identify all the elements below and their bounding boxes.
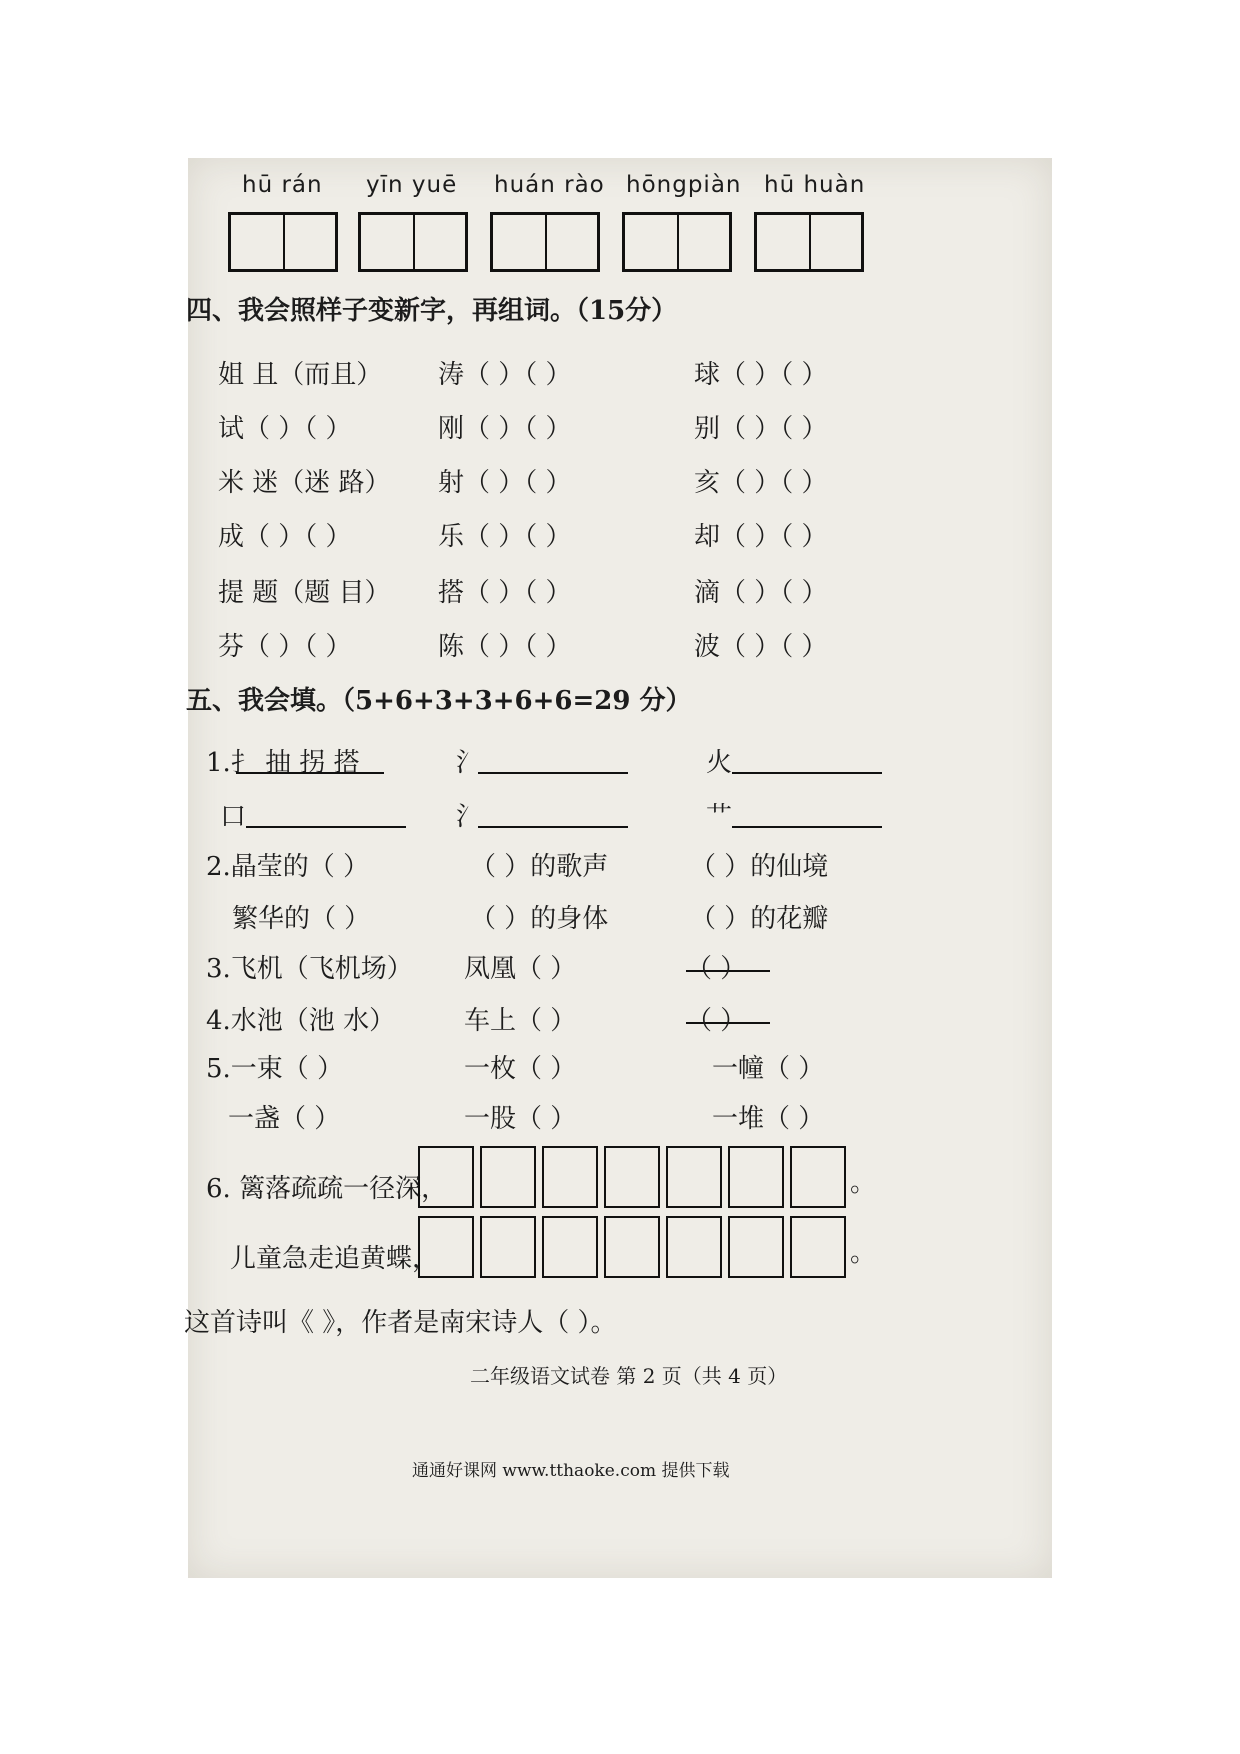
q5-row1-col2: 一枚（ ） bbox=[464, 1054, 577, 1084]
s4-row5-col3: 滴（ ）（ ） bbox=[694, 578, 828, 608]
s4-row2-col1: 试（ ）（ ） bbox=[218, 414, 352, 444]
poem-cell-1-5[interactable] bbox=[666, 1146, 722, 1208]
writing-box-5[interactable] bbox=[754, 212, 864, 272]
writing-box-1[interactable] bbox=[228, 212, 338, 272]
q6-line2-end: 。 bbox=[850, 1238, 877, 1268]
s4-row6-col1: 芬（ ）（ ） bbox=[218, 632, 352, 662]
writing-box-3[interactable] bbox=[490, 212, 600, 272]
s4-row2-col3: 别（ ）（ ） bbox=[694, 414, 828, 444]
s4-row4-col3: 却（ ）（ ） bbox=[694, 522, 828, 552]
pinyin-2: yīn yuē bbox=[366, 172, 458, 198]
q1-blank-1[interactable] bbox=[236, 772, 384, 774]
poem-cell-2-1[interactable] bbox=[418, 1216, 474, 1278]
s4-row1-col1: 姐 且（而且） bbox=[218, 360, 383, 390]
poem-cell-2-6[interactable] bbox=[728, 1216, 784, 1278]
poem-cell-2-4[interactable] bbox=[604, 1216, 660, 1278]
q6-line1-end: 。 bbox=[850, 1168, 877, 1198]
q6-line1: 6. 篱落疏疏一径深， bbox=[206, 1174, 448, 1204]
poem-cell-2-3[interactable] bbox=[542, 1216, 598, 1278]
q2-row2-col2: （ ）的身体 bbox=[470, 904, 609, 934]
pinyin-3: huán rào bbox=[494, 172, 605, 198]
q1-row1-col3: 火 bbox=[706, 748, 733, 778]
s4-row4-col2: 乐（ ）（ ） bbox=[438, 522, 572, 552]
s4-row5-col1: 提 题（题 目） bbox=[218, 578, 391, 608]
poem-cell-2-2[interactable] bbox=[480, 1216, 536, 1278]
q3-col3: （ ） bbox=[686, 954, 747, 984]
q2-row1-col2: （ ）的歌声 bbox=[470, 852, 609, 882]
poem-cell-2-5[interactable] bbox=[666, 1216, 722, 1278]
q1-blank-3[interactable] bbox=[732, 772, 882, 774]
s4-row6-col2: 陈（ ）（ ） bbox=[438, 632, 572, 662]
q5-row2-col3: 一堆（ ） bbox=[712, 1104, 825, 1134]
q4-col3: （ ） bbox=[686, 1006, 747, 1036]
q1-blank-6[interactable] bbox=[732, 826, 882, 828]
q5-row2-col1: 一盏（ ） bbox=[228, 1104, 341, 1134]
writing-box-4[interactable] bbox=[622, 212, 732, 272]
q5-row1-col3: 一幢（ ） bbox=[712, 1054, 825, 1084]
poem-cell-1-3[interactable] bbox=[542, 1146, 598, 1208]
q1-row2-col3: 艹 bbox=[706, 802, 733, 832]
s4-row2-col2: 刚（ ）（ ） bbox=[438, 414, 572, 444]
q3-col1: 3.飞机（飞机场） bbox=[206, 954, 413, 984]
download-credit: 通通好课网 www.tthaoke.com 提供下载 bbox=[412, 1461, 730, 1481]
poem-cell-1-2[interactable] bbox=[480, 1146, 536, 1208]
q4-col2: 车上（ ） bbox=[464, 1006, 577, 1036]
s4-row1-col2: 涛（ ）（ ） bbox=[438, 360, 572, 390]
q1-row1-col1: 1.扌 抽 拐 搭 bbox=[206, 748, 360, 778]
q1-row1-col2: 氵 bbox=[456, 748, 483, 778]
q1-blank-2[interactable] bbox=[478, 772, 628, 774]
pinyin-1: hū rán bbox=[242, 172, 323, 198]
s4-row5-col2: 搭（ ）（ ） bbox=[438, 578, 572, 608]
writing-box-2[interactable] bbox=[358, 212, 468, 272]
s4-row6-col3: 波（ ）（ ） bbox=[694, 632, 828, 662]
q5-row2-col2: 一股（ ） bbox=[464, 1104, 577, 1134]
q4-col1: 4.水池（池 水） bbox=[206, 1006, 396, 1036]
section-4-heading: 四、我会照样子变新字，再组词。（15分） bbox=[186, 296, 678, 326]
q1-row2-col1: 口 bbox=[220, 802, 247, 832]
s4-row1-col3: 球（ ）（ ） bbox=[694, 360, 828, 390]
s4-row3-col3: 亥（ ）（ ） bbox=[694, 468, 828, 498]
s4-row3-col2: 射（ ）（ ） bbox=[438, 468, 572, 498]
page-footer: 二年级语文试卷 第 2 页（共 4 页） bbox=[470, 1364, 788, 1388]
q2-row2-col1: 繁华的（ ） bbox=[232, 904, 371, 934]
q5-row1-col1: 5.一束（ ） bbox=[206, 1054, 344, 1084]
poem-cell-1-1[interactable] bbox=[418, 1146, 474, 1208]
q1-row2-col2: 氵 bbox=[456, 802, 483, 832]
s4-row3-col1: 米 迷（迷 路） bbox=[218, 468, 391, 498]
section-5-heading: 五、我会填。（5+6+3+3+6+6=29 分） bbox=[186, 686, 692, 716]
q2-row1-col1: 2.晶莹的（ ） bbox=[206, 852, 370, 882]
poem-cell-2-7[interactable] bbox=[790, 1216, 846, 1278]
poem-cell-1-4[interactable] bbox=[604, 1146, 660, 1208]
q6-line2: 儿童急走追黄蝶， bbox=[230, 1244, 439, 1274]
q2-row1-col3: （ ）的仙境 bbox=[690, 852, 829, 882]
poem-cell-1-6[interactable] bbox=[728, 1146, 784, 1208]
q2-row2-col3: （ ）的花瓣 bbox=[690, 904, 829, 934]
q1-blank-5[interactable] bbox=[478, 826, 628, 828]
pinyin-5: hū huàn bbox=[764, 172, 866, 198]
q1-blank-4[interactable] bbox=[246, 826, 406, 828]
q3-col2: 凤凰（ ） bbox=[464, 954, 577, 984]
pinyin-4: hōngpiàn bbox=[626, 172, 742, 198]
poem-title-question: 这首诗叫《 》，作者是南宋诗人（ ）。 bbox=[184, 1308, 617, 1338]
s4-row4-col1: 成（ ）（ ） bbox=[218, 522, 352, 552]
poem-cell-1-7[interactable] bbox=[790, 1146, 846, 1208]
